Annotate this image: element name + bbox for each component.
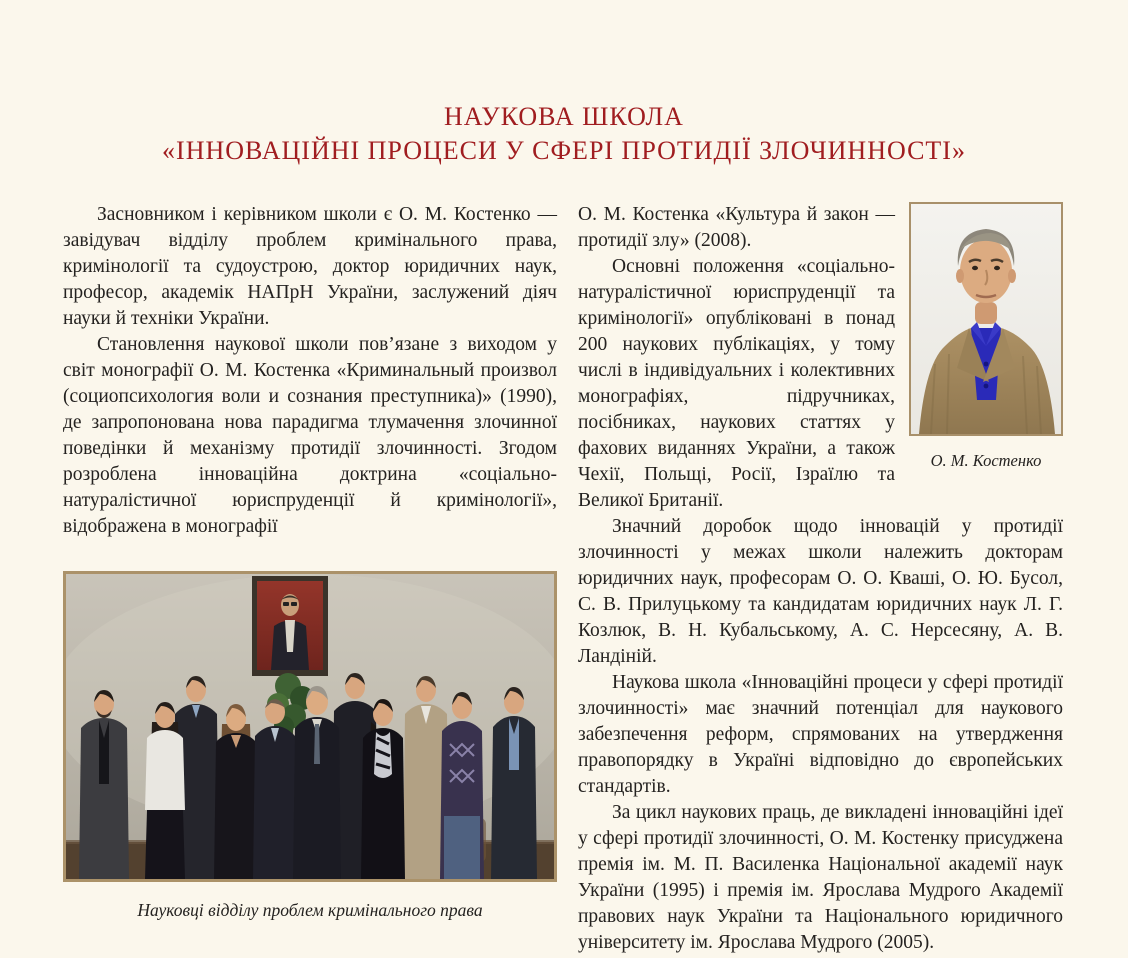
page-title-line2: «ІННОВАЦІЙНІ ПРОЦЕСИ У СФЕРІ ПРОТИДІЇ ЗЛОЧИННОСТІ» (162, 136, 966, 165)
paragraph: Основні положення «соціально-натуралістичної юриспруденції та кримінології» опубліковані в понад 200 наукових публікаціях, у тому числі в індивідуальних і колективних монографіях, підручниках, посібниках, наукових статтях у фахових виданнях України, а також Чехії, Польщі, Росії, Ізраїлю та Великої Британії. (578, 256, 895, 511)
portrait-caption: О. М. Костенко (930, 451, 1042, 470)
portrait-figure (909, 202, 1063, 471)
page-title-line1: НАУКОВА ШКОЛА (444, 102, 684, 131)
paragraph: Становлення наукової школи пов’язане з виходом у світ монографії О. М. Костенка «Криминальный произвол (социопсихология воли и сознания преступника)» (1990), де запропонована нова парадигма тлумачення злочинної поведінки й механізму протидії злочинності. Згодом розроблена інноваційна доктрина «соціально-натуралістичної юриспруденції й кримінології», відображена в монографії (63, 334, 557, 537)
group-photo-image (66, 574, 554, 879)
paragraph: О. М. Костенка «Культура й закон — протидії злу» (2008). (578, 204, 895, 251)
group-photo-frame (63, 571, 557, 882)
group-photo-figure (63, 571, 557, 921)
paragraph: За цикл наукових праць, де викладені інноваційні ідеї у сфері протидії злочинності, О. М. Костенку присуджена премія ім. М. П. Василенка Національної академії наук України (1995) і премія ім. Ярослава Мудрого Академії правових наук України та Національного юридичного університету ім. Ярослава Мудрого (2005). (578, 802, 1063, 953)
right-column (578, 202, 1063, 956)
portrait-photo-frame (909, 202, 1063, 436)
portrait-photo-image (911, 204, 1061, 434)
paragraph: Значний доробок щодо інновацій у протидії злочинності у межах школи належить докторам юридичних наук, професорам О. О. Кваші, О. Ю. Бусол, С. В. Прилуцькому та кандидатам юридичних наук Л. Г. Козлюк, В. Н. Кубальському, А. С. Нерсесяну, А. В. Ландіній. (578, 516, 1063, 667)
paragraph: Наукова школа «Інноваційні процеси у сфері протидії злочинності» має значний потенціал для наукового забезпечення реформ, спрямованих на утвердження правопорядку в Україні відповідно до європейських стандартів. (578, 672, 1063, 797)
group-photo-caption: Науковці відділу проблем кримінального права (137, 900, 483, 920)
paragraph: Засновником і керівником школи є О. М. Костенко — завідувач відділу проблем кримінального права, кримінології та судоустрою, доктор юридичних наук, професор, академік НАПрН України, заслужений діяч науки й техніки України. (63, 204, 557, 329)
page-title (0, 0, 1128, 168)
left-column (63, 202, 557, 956)
two-column-layout (63, 202, 1065, 956)
